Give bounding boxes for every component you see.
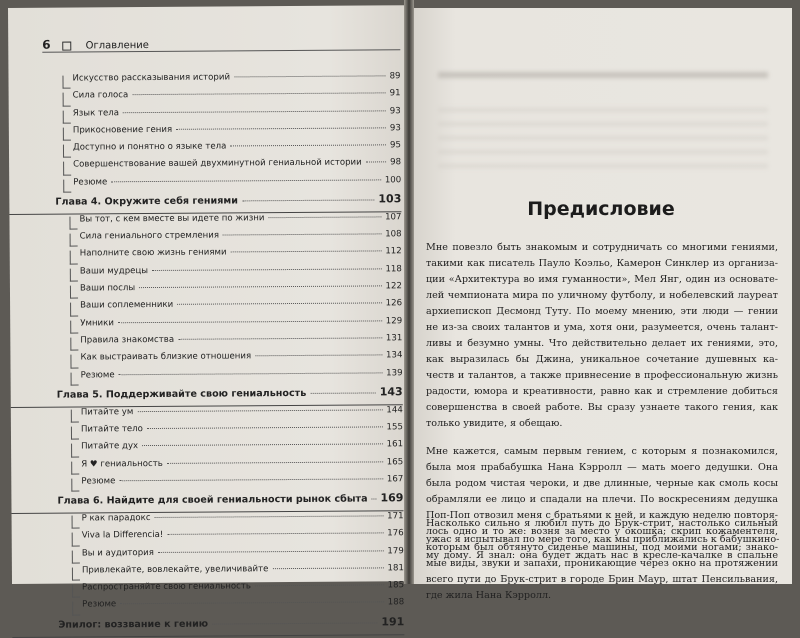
toc-chapter-entry bbox=[11, 385, 403, 408]
running-header bbox=[42, 37, 149, 52]
toc-entry-page: 176 bbox=[387, 528, 404, 539]
text-line: такими как писатель Пауло Коэльо, Камерон Синклер из организа- bbox=[426, 258, 778, 269]
paragraph bbox=[426, 240, 778, 432]
toc-entry-title: Резюме bbox=[81, 476, 116, 487]
toc-entry-title: Я ♥ гениальность bbox=[81, 458, 163, 470]
toc-entry-page: 89 bbox=[389, 71, 401, 82]
toc-entry-page: 98 bbox=[390, 157, 402, 168]
toc-chapter-entry bbox=[12, 615, 404, 638]
text-line: ции «Архитектура во имя гуманности», Мел Янг, один из основате- bbox=[426, 274, 778, 285]
text-line: которым был обтянуто сиденье машины, под моими ногами; знако- bbox=[426, 542, 778, 553]
toc-entry-page: 171 bbox=[387, 511, 404, 522]
dot-leader bbox=[242, 200, 374, 202]
toc-entry-page: 155 bbox=[386, 422, 403, 433]
toc-entry-page: 134 bbox=[385, 350, 403, 361]
text-line: Насколько сильно я любил путь до Брук-стрит, настолько сильный bbox=[426, 518, 778, 529]
toc-entry-title: Ваши послы bbox=[79, 283, 136, 294]
dot-leader bbox=[139, 285, 381, 288]
right-page bbox=[410, 8, 792, 601]
toc-chapter-entry bbox=[11, 491, 403, 514]
dot-leader bbox=[158, 550, 384, 553]
toc-entry-title: Как выстраивать близкие отношения bbox=[80, 351, 252, 363]
text-line: честв и талантов, а также привнесение в профессиональную жизнь bbox=[426, 370, 778, 381]
dot-leader bbox=[118, 320, 382, 323]
toc-chapter-entry bbox=[9, 192, 401, 215]
toc-entry-page: 107 bbox=[385, 212, 402, 223]
header-title: Оглавление bbox=[85, 40, 149, 52]
toc-entry-page: 129 bbox=[385, 315, 403, 327]
toc-entry-title: Распространяйте свою гениальность bbox=[82, 581, 251, 593]
dot-leader bbox=[310, 392, 375, 393]
toc-entry-page: 122 bbox=[385, 281, 402, 292]
toc-entry-page: 118 bbox=[385, 264, 402, 275]
dot-leader bbox=[177, 303, 382, 305]
dot-leader bbox=[231, 251, 382, 253]
dot-leader bbox=[137, 409, 382, 412]
toc-entry-page: 143 bbox=[379, 385, 403, 399]
text-line: как выразилась бы Джина, уникальное сочетание душевных ка- bbox=[426, 354, 778, 365]
toc-entry-title: Глава 6. Найдите для своей гениальности рынок сбыта bbox=[57, 493, 368, 507]
dot-leader bbox=[167, 461, 383, 464]
text-line: Поп-Поп отвозил меня с братьями к ней, и каждую неделю повторя- bbox=[426, 510, 778, 521]
paragraph bbox=[426, 516, 778, 564]
toc-entry-title: Глава 5. Поддерживайте свою гениальность bbox=[56, 387, 307, 401]
text-line: не из-за своих талантов и ума, хотя они, разумеется, очень талант- bbox=[426, 322, 778, 333]
toc-entry-title: Вы и аудитория bbox=[81, 547, 154, 559]
dot-leader bbox=[230, 145, 386, 147]
toc-entry-page: 91 bbox=[389, 88, 401, 99]
toc-entry-page: 95 bbox=[389, 140, 402, 151]
toc-entry-page: 179 bbox=[387, 545, 404, 556]
toc-entry-title: Питайте тело bbox=[80, 424, 143, 435]
toc-entry-page: 100 bbox=[384, 175, 402, 186]
dot-leader bbox=[123, 110, 386, 113]
toc-entry-page: 108 bbox=[385, 229, 402, 240]
toc-entry-title: Резюме bbox=[73, 177, 108, 188]
text-line: лось одно и то же: возня за место у окошка; скрип кожаментеля, bbox=[426, 526, 778, 537]
toc-entry-page: 93 bbox=[389, 105, 401, 116]
toc-entry-title: Ваши соплеменники bbox=[80, 300, 174, 311]
text-line: му дому. Я знал: она будет ждать нас в кресле-качалке в спальне bbox=[426, 550, 778, 561]
dot-leader bbox=[167, 533, 383, 536]
chapter-title: Предисловие bbox=[527, 198, 675, 220]
dot-leader bbox=[176, 127, 386, 129]
square-ornament-icon bbox=[63, 41, 72, 50]
toc-entry-title: Умники bbox=[80, 317, 114, 329]
left-page bbox=[8, 5, 412, 631]
dot-leader bbox=[119, 478, 383, 481]
toc-entry-page: 161 bbox=[386, 439, 404, 450]
toc-entry-title: Правила знакомства bbox=[80, 334, 175, 346]
toc-entry-title: Совершенствование вашей двухминутной гениальной истории bbox=[73, 158, 362, 171]
dot-leader bbox=[111, 179, 381, 182]
toc-entry-title: Прикосновение гения bbox=[72, 124, 173, 136]
toc-entry-page: 167 bbox=[386, 474, 404, 485]
text-line: была родом чистая чероки, и две длинные, черные как смоль косы bbox=[426, 478, 778, 489]
text-line: лей чемпионата мира по уличному футболу, и нобелевский лауреат bbox=[426, 290, 778, 301]
toc-entry-page: 169 bbox=[380, 491, 404, 505]
dot-leader bbox=[366, 162, 386, 163]
toc-entry-title: Эпилог: воззвание к гению bbox=[58, 618, 209, 631]
toc-entry-page: 93 bbox=[389, 123, 401, 134]
toc-entry-title: Привлекайте, вовлекайте, увеличивайте bbox=[81, 564, 269, 576]
text-line: совершенства в своей работе. Вы сразу узнаете такого гения, как bbox=[426, 402, 778, 413]
toc-entry-page: 103 bbox=[378, 192, 402, 206]
dot-leader bbox=[120, 602, 384, 605]
toc-entry-page: 144 bbox=[386, 404, 403, 416]
toc-entry-page: 185 bbox=[387, 580, 405, 591]
bleed-through-header bbox=[438, 72, 768, 78]
toc-entry-title: Резюме bbox=[82, 599, 117, 610]
toc-entry-title: Резюме bbox=[80, 369, 115, 381]
text-line: обрамляли ее лицо и спадали на плечи. По воскресениям дедушка bbox=[426, 494, 778, 505]
toc-entry-title: Искусство рассказывания историй bbox=[72, 72, 231, 84]
toc-entry-title: Вы тот, с кем вместе вы идете по жизни bbox=[79, 213, 265, 225]
toc-entry-title: Питайте ум bbox=[80, 406, 134, 418]
dot-leader bbox=[234, 75, 386, 77]
dot-leader bbox=[142, 444, 383, 447]
text-line: где жила Нана Кэрролл. bbox=[426, 590, 552, 601]
dot-leader bbox=[268, 216, 381, 218]
text-line: архиепископ Десмонд Туту. По моему мнению, эти люди — гении bbox=[426, 306, 778, 317]
toc-entry-title: Язык тела bbox=[72, 107, 120, 119]
toc-entry-title: Сила гениального стремления bbox=[79, 230, 220, 242]
toc-entry-page: 165 bbox=[386, 456, 404, 467]
text-line: ливы и безумно умны. Что действительно делает их гениями, это, bbox=[426, 338, 778, 349]
page-number: 6 bbox=[42, 37, 51, 52]
toc-entry-title: Наполните свою жизнь гениями bbox=[79, 247, 227, 259]
dot-leader bbox=[155, 515, 384, 518]
toc-entry-page: 181 bbox=[387, 563, 404, 574]
toc-entry-title: Питайте дух bbox=[81, 441, 139, 452]
text-line: всего пути до Брук-стрит в городе Брин Маур, штат Пенсильвания, bbox=[426, 574, 778, 585]
toc-entry-page: 112 bbox=[385, 246, 402, 257]
text-line: Мне кажется, самым первым гением, с которым я познакомился, bbox=[426, 446, 778, 457]
toc-entry-page: 188 bbox=[387, 597, 405, 608]
dot-leader bbox=[178, 337, 382, 339]
book-gutter bbox=[404, 0, 414, 584]
toc-entry-page: 191 bbox=[381, 614, 405, 629]
toc-entry-page: 131 bbox=[385, 333, 403, 344]
toc-entry-page: 139 bbox=[386, 367, 403, 378]
toc-entry-title: Viva la Differencia! bbox=[81, 530, 164, 541]
text-line: ужас я испытывал по мере того, как мы приближались к бабушкино- bbox=[426, 534, 780, 545]
table-of-contents bbox=[55, 71, 405, 637]
toc-entry-page: 126 bbox=[385, 298, 403, 309]
dot-leader bbox=[372, 499, 377, 500]
toc-entry-title: Глава 4. Окружите себя гениями bbox=[55, 195, 239, 208]
dot-leader bbox=[132, 93, 385, 96]
text-line: была моя прабабушка Нана Кэрролл — мать моего дедушки. Она bbox=[426, 462, 778, 473]
dot-leader bbox=[119, 372, 383, 375]
toc-entry-title: Сила голоса bbox=[72, 90, 129, 101]
text-line: радости, юмора и креативности, равно как и стремление добиться bbox=[426, 386, 778, 397]
toc-entry-title: Ваши мудрецы bbox=[79, 265, 149, 277]
toc-entry-title: Р как парадокс bbox=[81, 512, 151, 524]
dot-leader bbox=[212, 622, 377, 624]
text-line: Мне повезло быть знакомым и сотрудничать со многими гениями, bbox=[426, 242, 778, 253]
dot-leader bbox=[255, 585, 384, 587]
dot-leader bbox=[152, 268, 381, 271]
text-line: мые виды, звуки и запахи, проникающие через окно на протяжении bbox=[426, 558, 778, 569]
dot-leader bbox=[272, 567, 383, 569]
dot-leader bbox=[255, 355, 382, 357]
dot-leader bbox=[223, 234, 381, 236]
text-line: только увидите, я обещаю. bbox=[426, 418, 563, 429]
dot-leader bbox=[147, 426, 383, 429]
toc-entry-title: Доступно и понятно о языке тела bbox=[72, 141, 227, 153]
bleed-through-text bbox=[438, 108, 768, 178]
